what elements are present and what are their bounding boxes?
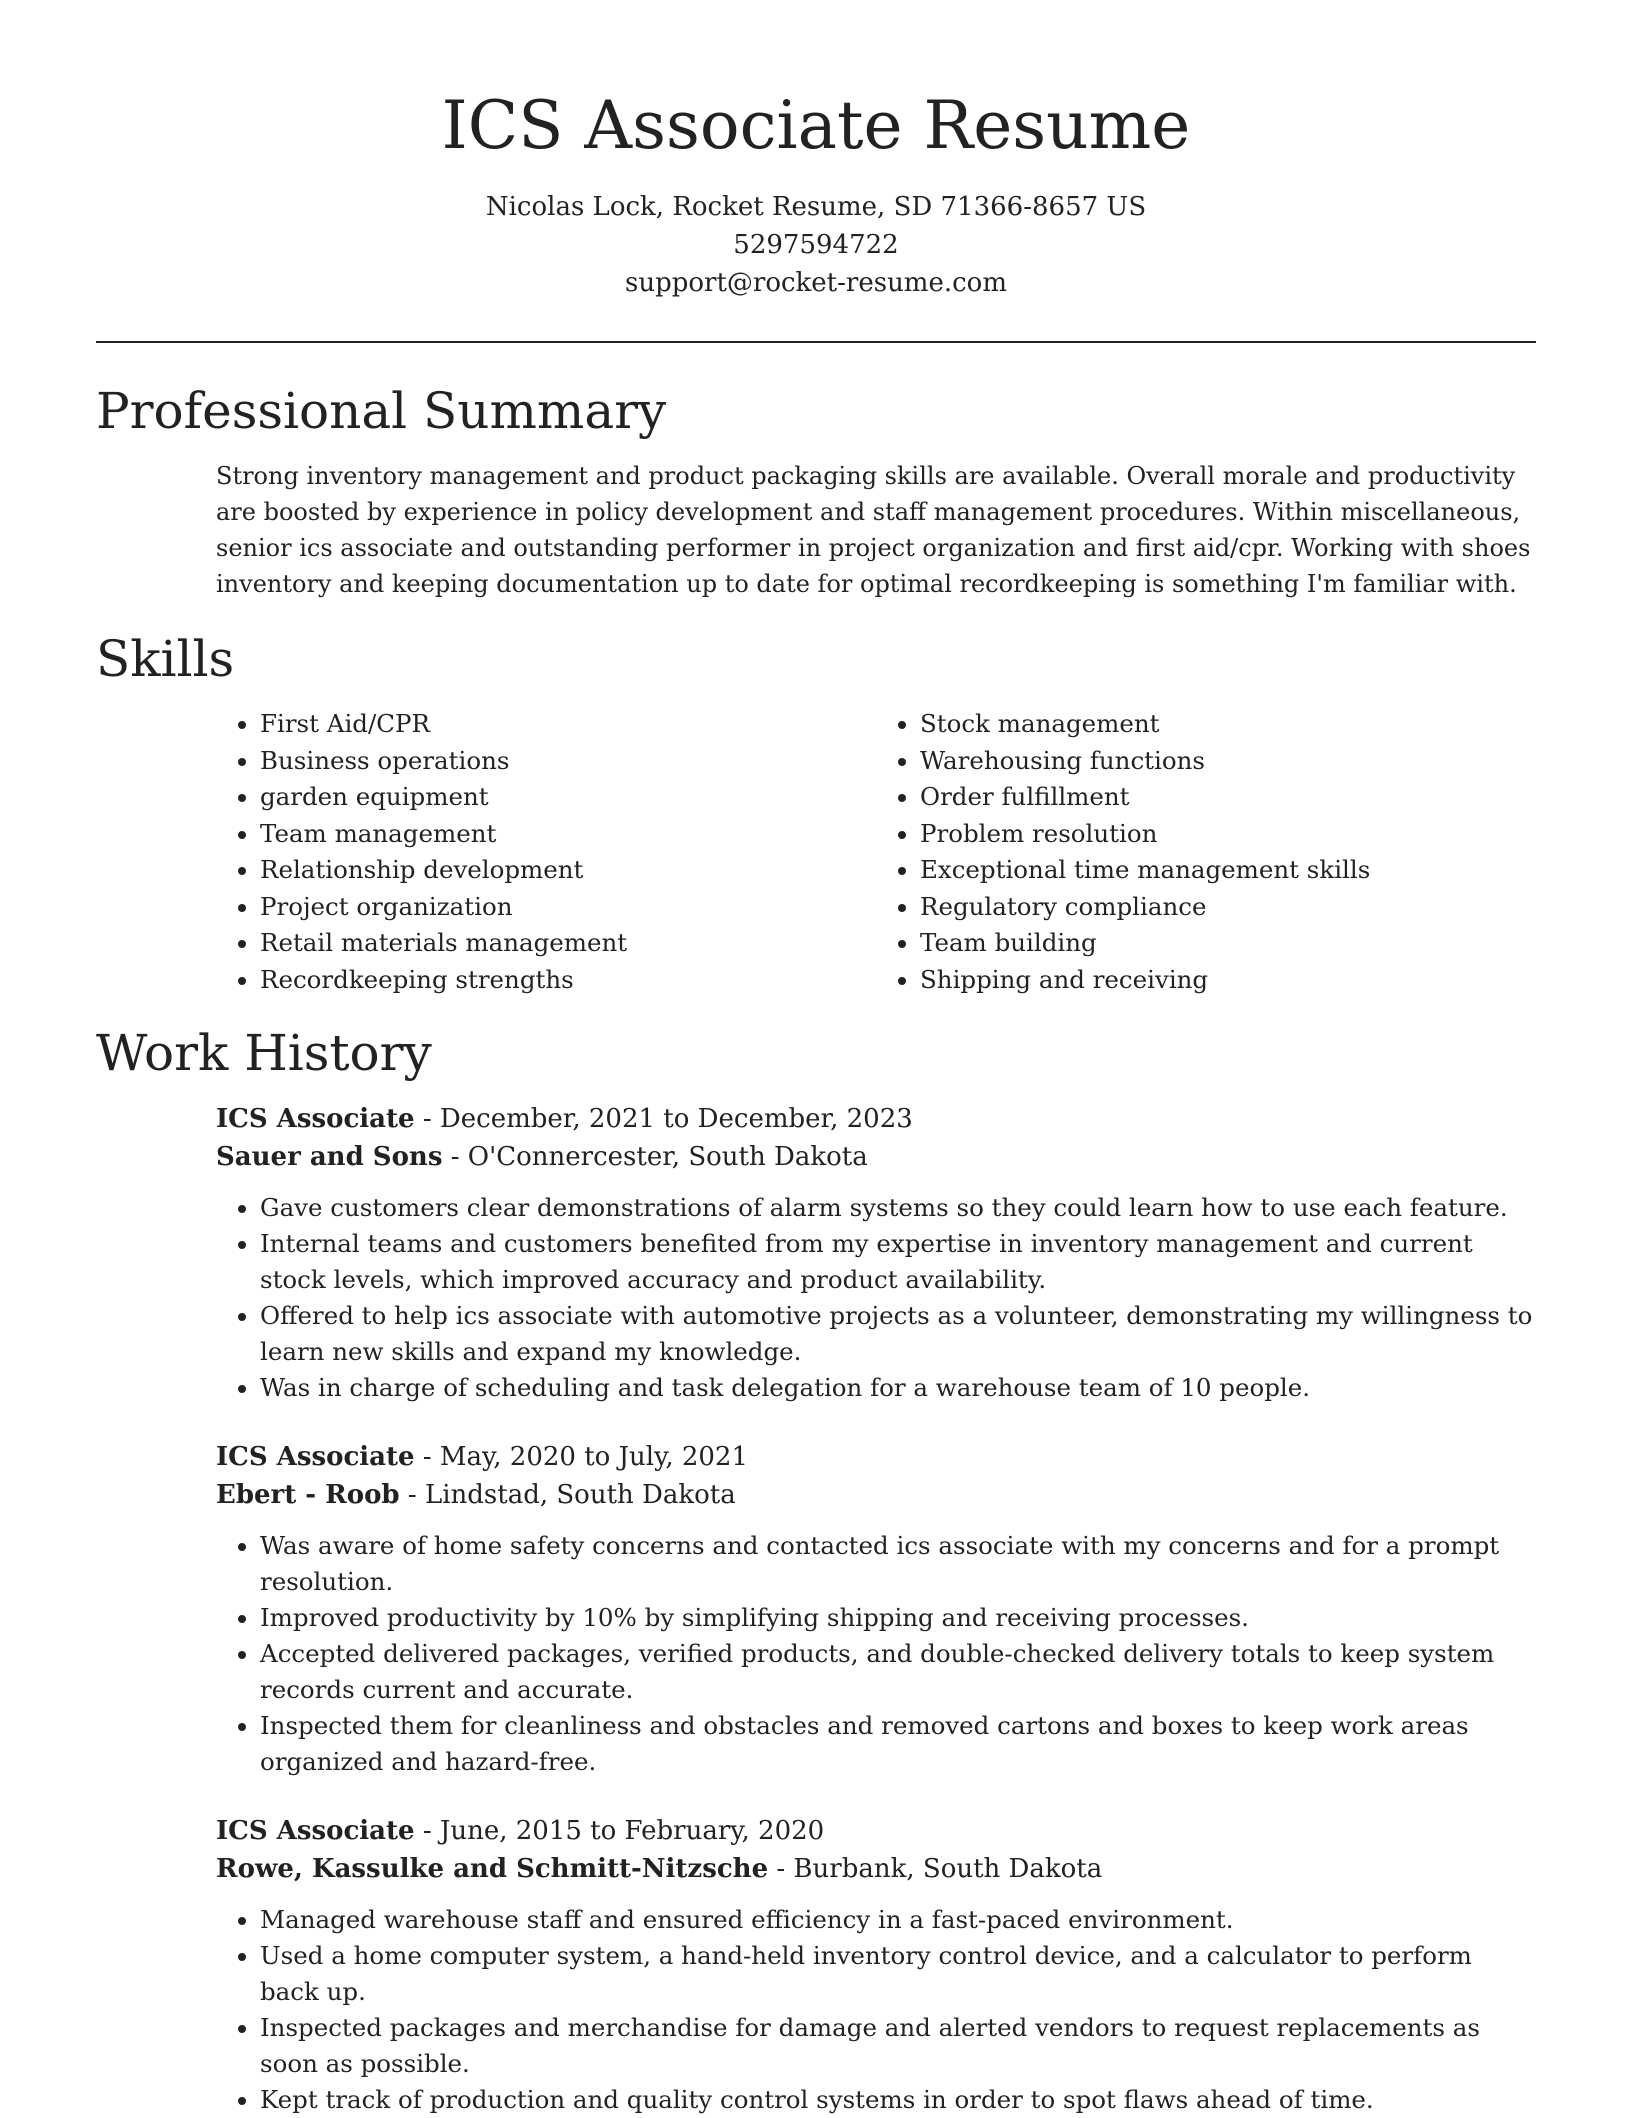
skill-item: • Regulatory compliance (920, 889, 1536, 926)
skill-item: • Project organization (260, 889, 876, 926)
work-history-heading: Work History (96, 1024, 432, 1082)
job-bullet: • Kept track of production and quality control systems in order to spot flaws ahead of time. (260, 2082, 1538, 2118)
job-bullet: • Accepted delivered packages, verified products, and double-checked delivery totals to keep system records current and accurate. (260, 1636, 1538, 1708)
contact-phone: 5297594722 (733, 230, 899, 260)
job-dates: - December, 2021 to December, 2023 (414, 1104, 913, 1134)
summary-text: Strong inventory management and product packaging skills are available. Overall morale and productivity are boosted by experience in policy development and staff management procedures. Within miscellaneous, senior ics associate and outstanding performer in project organization and first aid/cpr. Working with shoes inventory and keeping documentation up to date for optimal recordkeeping is something I'm familiar with. (216, 462, 1531, 598)
job-bullets (216, 1190, 1538, 1406)
contact-address: Nicolas Lock, Rocket Resume, SD 71366-8657 US (485, 192, 1147, 222)
job-bullets (216, 1528, 1538, 1780)
skill-item: • Team management (260, 816, 876, 853)
skill-item: • Stock management (920, 706, 1536, 743)
summary-section (96, 380, 1536, 602)
job-dates: - May, 2020 to July, 2021 (414, 1442, 749, 1472)
contact-email: support@rocket-resume.com (624, 268, 1007, 298)
skill-item: • garden equipment (260, 779, 876, 816)
summary-heading: Professional Summary (96, 382, 667, 440)
job-bullet: • Gave customers clear demonstrations of alarm systems so they could learn how to use each feature. (260, 1190, 1538, 1226)
skill-item: • Order fulfillment (920, 779, 1536, 816)
job-location: - O'Connercester, South Dakota (442, 1142, 868, 1172)
job-bullet: • Improved productivity by 10% by simplifying shipping and receiving processes. (260, 1600, 1538, 1636)
skills-heading: Skills (96, 630, 235, 688)
skills-list (216, 706, 1536, 998)
job-company: Ebert - Roob (216, 1480, 400, 1510)
skill-item: • Retail materials management (260, 925, 876, 962)
skill-item: • Exceptional time management skills (920, 852, 1536, 889)
skill-item: • Problem resolution (920, 816, 1536, 853)
job-entry (216, 1100, 1538, 1406)
skill-item: • Business operations (260, 743, 876, 780)
job-company-line (216, 1138, 1538, 1176)
skill-item: • First Aid/CPR (260, 706, 876, 743)
job-bullets (216, 1902, 1538, 2118)
job-title-line (216, 1812, 1538, 1850)
job-bullet: • Offered to help ics associate with automotive projects as a volunteer, demonstrating my willingness to learn new skills and expand my knowledge. (260, 1298, 1538, 1370)
job-title-line (216, 1100, 1538, 1138)
skills-column-right (876, 706, 1536, 998)
job-dates: - June, 2015 to February, 2020 (414, 1816, 825, 1846)
job-bullet: • Was aware of home safety concerns and contacted ics associate with my concerns and for a prompt resolution. (260, 1528, 1538, 1600)
job-entry (216, 1438, 1538, 1780)
job-title: ICS Associate (216, 1104, 415, 1134)
job-title: ICS Associate (216, 1442, 415, 1472)
job-bullet: • Managed warehouse staff and ensured efficiency in a fast-paced environment. (260, 1902, 1538, 1938)
work-history-section (96, 1022, 1536, 2118)
skill-item: • Shipping and receiving (920, 962, 1536, 999)
skills-section (96, 628, 1536, 998)
job-bullet: • Inspected them for cleanliness and obstacles and removed cartons and boxes to keep work areas organized and hazard-free. (260, 1708, 1538, 1780)
job-bullet: • Inspected packages and merchandise for damage and alerted vendors to request replacements as soon as possible. (260, 2010, 1538, 2082)
skill-item: • Team building (920, 925, 1536, 962)
job-title-line (216, 1438, 1538, 1476)
job-company: Sauer and Sons (216, 1142, 443, 1172)
skills-column-left (216, 706, 876, 998)
job-entry (216, 1812, 1538, 2118)
job-company-line (216, 1476, 1538, 1514)
job-title: ICS Associate (216, 1816, 415, 1846)
job-company: Rowe, Kassulke and Schmitt-Nitzsche (216, 1854, 769, 1884)
job-bullet: • Was in charge of scheduling and task delegation for a warehouse team of 10 people. (260, 1370, 1538, 1406)
skill-item: • Recordkeeping strengths (260, 962, 876, 999)
resume-header (0, 0, 1632, 302)
job-location: - Burbank, South Dakota (768, 1854, 1103, 1884)
job-bullet: • Used a home computer system, a hand-held inventory control device, and a calculator to perform back up. (260, 1938, 1538, 2010)
contact-info (0, 188, 1632, 302)
resume-title: ICS Associate Resume (441, 87, 1191, 164)
job-location: - Lindstad, South Dakota (399, 1480, 736, 1510)
header-divider (96, 341, 1536, 343)
job-company-line (216, 1850, 1538, 1888)
skill-item: • Warehousing functions (920, 743, 1536, 780)
job-bullet: • Internal teams and customers benefited from my expertise in inventory management and current stock levels, which improved accuracy and product availability. (260, 1226, 1538, 1298)
skill-item: • Relationship development (260, 852, 876, 889)
